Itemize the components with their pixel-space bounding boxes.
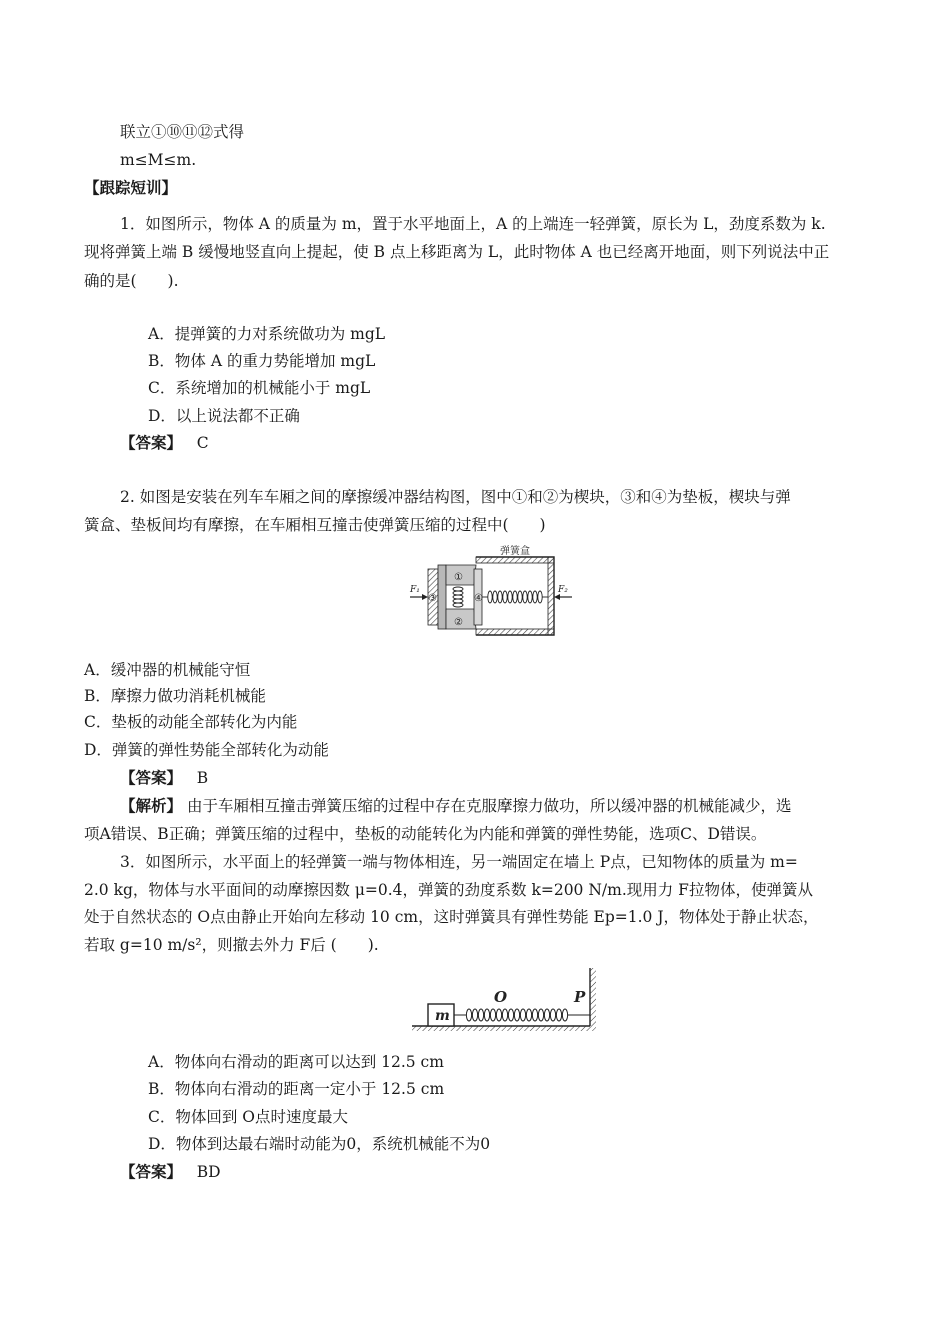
- q1-option-c: C．系统增加的机械能小于 mgL: [148, 379, 371, 397]
- spring-box-label: 弹簧盒: [500, 546, 530, 557]
- q2-analysis-line-1: [120, 795, 791, 817]
- intro-line-1: 联立①⑩⑪⑫式得: [120, 123, 245, 141]
- q3-option-b: B．物体向右滑动的距离一定小于 12.5 cm: [148, 1080, 445, 1098]
- label-p: P: [574, 988, 586, 1006]
- q2-analysis-text-1: 由于车厢相互撞击弹簧压缩的过程中存在克服摩擦力做功，所以缓冲器的机械能减少，选: [186, 797, 792, 815]
- q1-answer-label: 【答案】: [120, 433, 183, 452]
- intro-line-2: m≤M≤m.: [120, 151, 197, 169]
- q3-option-c: C．物体回到 O点时速度最大: [148, 1108, 348, 1126]
- q1-answer: [120, 432, 209, 454]
- q2-option-c: C．垫板的动能全部转化为内能: [84, 713, 298, 731]
- q3-stem-line-4: 若取 g=10 m/s²，则撤去外力 F后 ( ).: [84, 936, 379, 954]
- q3-answer-label: 【答案】: [120, 1162, 183, 1181]
- q2-stem-line-1: 2. 如图是安装在列车车厢之间的摩擦缓冲器结构图，图中①和②为楔块，③和④为垫板，楔块与弹: [120, 488, 791, 506]
- q1-answer-value: C: [196, 434, 209, 452]
- q2-option-d: D．弹簧的弹性势能全部转化为动能: [84, 741, 329, 759]
- q1-option-a: A．提弹簧的力对系统做功为 mgL: [148, 325, 386, 343]
- label-m: m: [435, 1008, 450, 1024]
- q3-answer: [120, 1161, 221, 1183]
- q2-analysis-label: 【解析】: [120, 796, 183, 815]
- q1-stem-line-3: 确的是( ).: [84, 272, 179, 290]
- q2-option-b: B．摩擦力做功消耗机械能: [84, 687, 266, 705]
- q3-answer-value: BD: [196, 1163, 221, 1181]
- q1-option-b: B．物体 A 的重力势能增加 mgL: [148, 352, 376, 370]
- label-1: ①: [454, 572, 463, 583]
- q3-stem-line-1: 3．如图所示，水平面上的轻弹簧一端与物体相连，另一端固定在墙上 P点，已知物体的质量为 m=: [120, 853, 798, 871]
- q2-answer-label: 【答案】: [120, 768, 183, 787]
- q2-analysis-line-2: 项A错误、B正确；弹簧压缩的过程中，垫板的动能转化为内能和弹簧的弹性势能，选项C、D错误。: [84, 825, 767, 843]
- label-f1: F₁: [410, 585, 420, 595]
- q3-option-a: A．物体向右滑动的距离可以达到 12.5 cm: [148, 1053, 444, 1071]
- q2-stem-line-2: 簧盒、垫板间均有摩擦，在车厢相互撞击使弹簧压缩的过程中( ): [84, 516, 546, 534]
- q2-answer-value: B: [196, 769, 209, 787]
- q2-option-a: A．缓冲器的机械能守恒: [84, 661, 251, 679]
- follow-title: 【跟踪短训】: [84, 178, 178, 197]
- q1-option-d: D．以上说法都不正确: [148, 407, 300, 425]
- q3-option-d: D．物体到达最右端时动能为0，系统机械能不为0: [148, 1135, 491, 1153]
- label-2: ②: [454, 617, 463, 628]
- spring-block-diagram: [408, 966, 604, 1044]
- q1-stem-line-1: 1．如图所示，物体 A 的质量为 m，置于水平地面上，A 的上端连一轻弹簧，原长为 L，劲度系数为 k.: [120, 215, 826, 233]
- label-o: O: [494, 988, 508, 1006]
- label-f2: F₂: [558, 585, 568, 595]
- q3-stem-line-3: 处于自然状态的 O点由静止开始向左移动 10 cm，这时弹簧具有弹性势能 Ep=1.0 J，物体处于静止状态，: [84, 908, 819, 926]
- q2-answer: [120, 767, 208, 789]
- label-4: ④: [474, 593, 483, 604]
- buffer-diagram: [408, 545, 574, 641]
- q1-stem-line-2: 现将弹簧上端 B 缓慢地竖直向上提起，使 B 点上移距离为 L，此时物体 A 也已经离开地面，则下列说法中正: [84, 243, 830, 261]
- label-3: ③: [428, 593, 437, 604]
- q3-stem-line-2: 2.0 kg，物体与水平面间的动摩擦因数 μ=0.4，弹簧的劲度系数 k=200 N/m.现用力 F拉物体，使弹簧从: [84, 881, 813, 899]
